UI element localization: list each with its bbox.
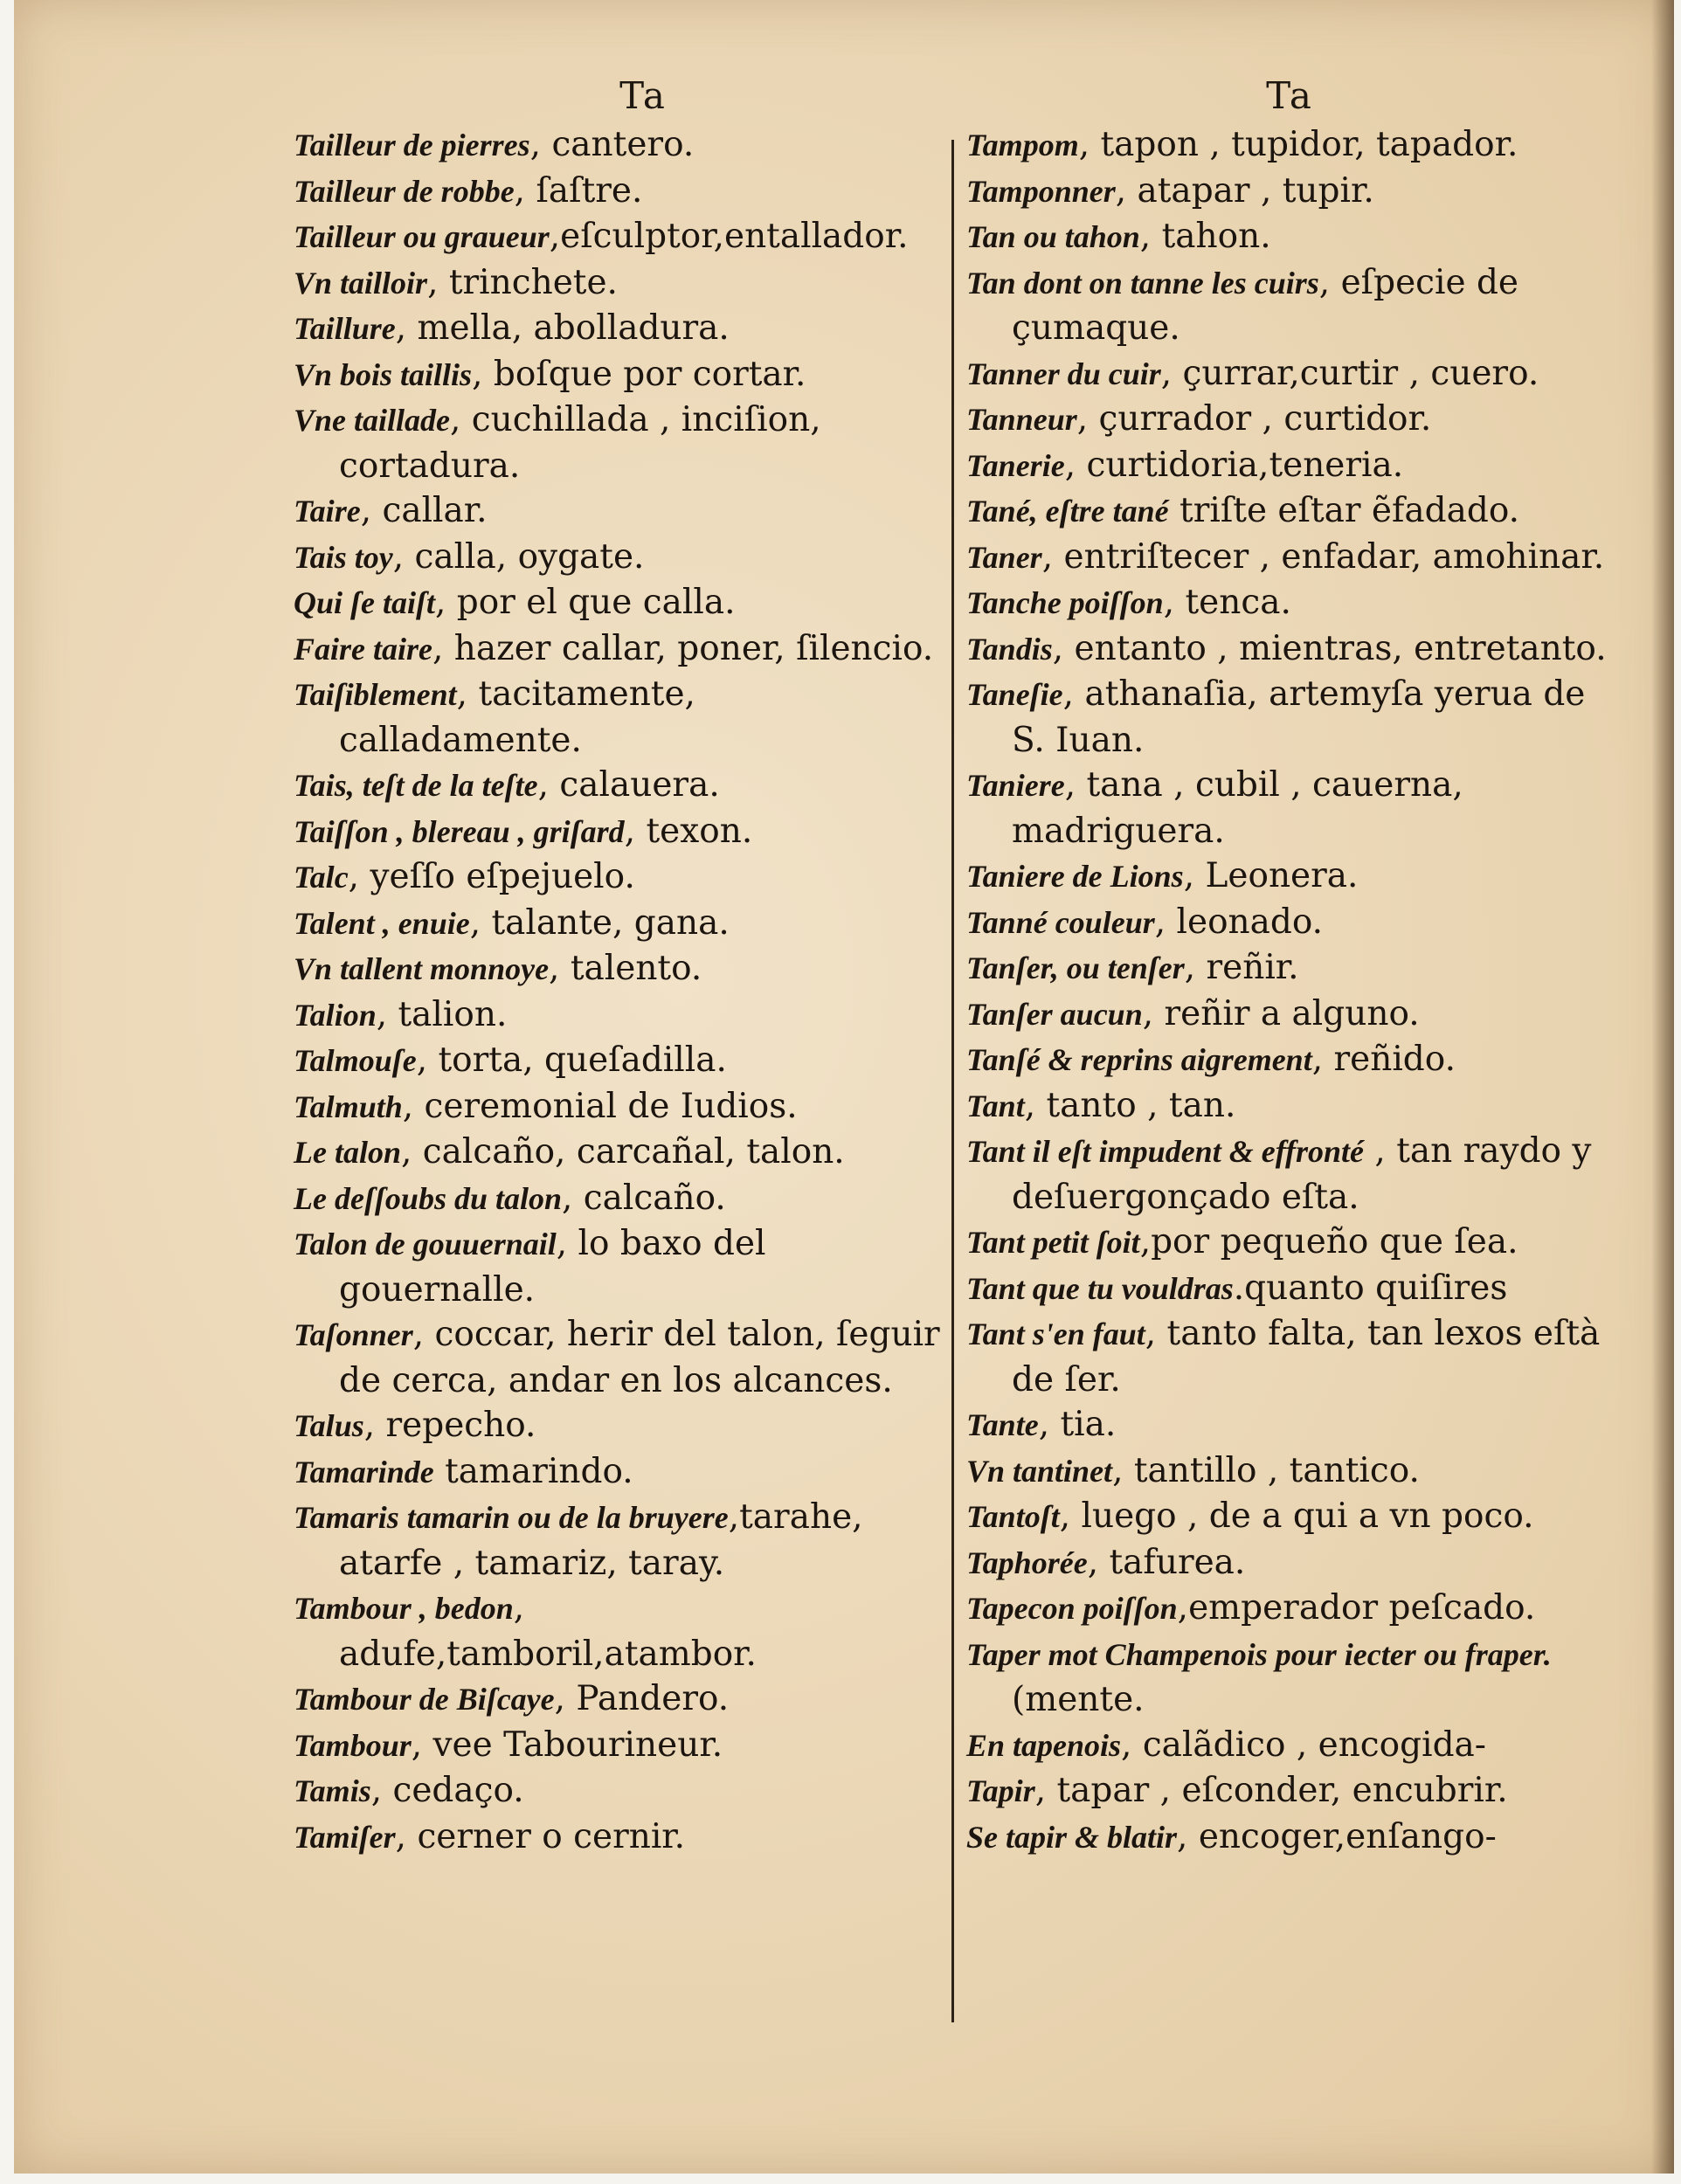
- entry-definition: , calcaño, carcañal, talon.: [401, 1132, 845, 1171]
- dictionary-entry: [966, 1448, 1613, 1495]
- dictionary-entry: [294, 1814, 940, 1861]
- entry-definition: , calauera.: [537, 765, 720, 805]
- entry-headword: Tapir: [966, 1773, 1035, 1808]
- entry-headword: Tampom: [966, 128, 1079, 162]
- entry-headword: Taillure: [294, 311, 396, 346]
- entry-definition: , calãdico , encogida-: [1121, 1724, 1486, 1765]
- entry-headword: Qui ſe taiſt: [294, 585, 435, 620]
- left-column: [294, 70, 940, 1860]
- entry-definition: , yeſſo eſpejuelo.: [348, 857, 635, 896]
- entry-headword: Talmuth: [294, 1089, 403, 1124]
- dictionary-entry: [294, 397, 940, 488]
- entry-headword: Taire: [294, 494, 361, 529]
- dictionary-entry: [966, 1540, 1613, 1586]
- entry-definition: .quanto quiſires: [1233, 1268, 1508, 1308]
- entry-headword: Tamponner: [966, 173, 1116, 209]
- dictionary-entry: [966, 1586, 1613, 1632]
- entry-headword: Vn tantinet: [966, 1453, 1113, 1489]
- dictionary-entry: [294, 626, 940, 673]
- entry-definition: ,eſculptor,entallador.: [549, 217, 909, 256]
- dictionary-entry: [294, 672, 940, 763]
- entry-headword: Tanner du cuir: [966, 356, 1161, 391]
- entry-headword: Tamis: [294, 1773, 371, 1808]
- entry-definition: , entriſtecer , enfadar, amohinar.: [1041, 536, 1605, 577]
- entry-headword: Tanche poiſſon: [966, 585, 1164, 620]
- entry-headword: Tamarinde: [294, 1454, 434, 1489]
- entry-definition: , tanto , tan.: [1024, 1085, 1236, 1125]
- entry-definition: , calla, oygate.: [392, 536, 645, 577]
- entry-definition: , ſaſtre.: [514, 170, 643, 211]
- dictionary-entry: [966, 580, 1613, 626]
- dictionary-entry: [966, 260, 1613, 351]
- entry-headword: Tané, eſtre tané: [966, 494, 1169, 529]
- entry-headword: Tant petit ſoit: [966, 1225, 1140, 1260]
- entry-headword: Tambour: [294, 1727, 412, 1763]
- dictionary-entry: [966, 900, 1613, 946]
- entry-definition: (mente.: [1012, 1680, 1145, 1719]
- dictionary-entry: [966, 1266, 1613, 1312]
- dictionary-entry: [966, 1083, 1613, 1130]
- entry-definition: , talante, gana.: [469, 902, 730, 943]
- entry-definition: , lo baxo del gouernalle.: [339, 1224, 766, 1310]
- entry-definition: , reñir a alguno.: [1142, 993, 1420, 1033]
- dictionary-entry: [966, 1768, 1613, 1814]
- dictionary-entry: [966, 122, 1613, 169]
- entry-definition: , Leonera.: [1183, 856, 1359, 895]
- entry-definition: , luego , de a qui a vn poco.: [1059, 1496, 1534, 1536]
- entry-definition: , por el que calla.: [434, 583, 736, 622]
- dictionary-entry: [294, 1403, 940, 1449]
- dictionary-entry: [966, 1632, 1613, 1723]
- dictionary-entry: [294, 306, 940, 352]
- dictionary-entry: [294, 1495, 940, 1586]
- entry-headword: Le talon: [294, 1135, 401, 1170]
- entry-headword: Vn tallent monnoye: [294, 951, 550, 986]
- entry-headword: Talent , enuie: [294, 905, 470, 941]
- dictionary-entry: [966, 214, 1613, 260]
- entry-definition: , boſque por cortar.: [472, 354, 806, 394]
- entry-definition: , athanaſia, artemyſa yerua de S. Iuan.: [1012, 674, 1586, 760]
- entry-definition: ,emperador peſcado.: [1177, 1588, 1536, 1628]
- right-column: [966, 70, 1613, 1860]
- entry-headword: Tanſer, ou tenſer: [966, 950, 1185, 985]
- entry-definition: , entanto , mientras, entretanto.: [1052, 628, 1607, 668]
- entry-definition: triſte eſtar ẽfadado.: [1168, 491, 1520, 530]
- dictionary-entry: [294, 1312, 940, 1403]
- entry-headword: Talon de gouuernail: [294, 1227, 557, 1261]
- dictionary-entry: [294, 352, 940, 398]
- entry-definition: , mella, abolladura.: [395, 308, 730, 348]
- dictionary-entry: [966, 1402, 1613, 1448]
- entry-headword: Vn tailloir: [294, 265, 428, 301]
- entry-definition: , eſpecie de çumaque.: [1012, 262, 1518, 348]
- entry-headword: Tambour , bedon: [294, 1591, 514, 1626]
- entry-headword: Faire taire: [294, 631, 432, 667]
- entry-definition: , coccar, herir del talon, ſeguir de cerca, andar en los alcances.: [339, 1315, 940, 1400]
- entry-headword: Taphorée: [966, 1545, 1088, 1580]
- dictionary-entry: [966, 1494, 1613, 1540]
- entry-headword: Tais toy: [294, 539, 393, 575]
- dictionary-entry: [966, 1814, 1613, 1861]
- dictionary-entry: [966, 1037, 1613, 1083]
- entry-headword: Tante: [966, 1407, 1039, 1442]
- dictionary-entry: [294, 214, 940, 260]
- entry-definition: , encoger,enſango-: [1177, 1816, 1497, 1856]
- dictionary-entry: [294, 1084, 940, 1130]
- entry-definition: , cerner o cernir.: [395, 1816, 686, 1856]
- entry-headword: Tailleur de pierres: [294, 128, 530, 162]
- entry-definition: , talento.: [549, 949, 702, 988]
- entry-headword: Le deſſoubs du talon: [294, 1180, 563, 1216]
- entry-headword: Tant: [966, 1088, 1025, 1123]
- entry-definition: , torta, queſadilla.: [416, 1040, 727, 1080]
- dictionary-entry: [294, 1130, 940, 1176]
- dictionary-entry: [294, 169, 940, 215]
- entry-definition: , calcaño.: [562, 1178, 726, 1218]
- entry-headword: Talus: [294, 1408, 364, 1443]
- entry-definition: , tanto falta, tan lexos eſtà de ſer.: [1012, 1314, 1601, 1400]
- dictionary-entry: [966, 1129, 1613, 1220]
- entry-headword: Tanné couleur: [966, 904, 1155, 940]
- dictionary-entry: [966, 854, 1613, 900]
- entry-definition: , cuchillada , inciſion, cortadura.: [339, 400, 821, 486]
- dictionary-entry: [294, 1449, 940, 1496]
- right-running-head: Ta: [1266, 74, 1313, 117]
- entry-definition: , callar.: [360, 491, 488, 530]
- entry-headword: Tanſé & reprins aigrement: [966, 1042, 1312, 1077]
- entry-definition: ,tarahe, atarfe , tamariz, taray.: [339, 1497, 863, 1583]
- entry-headword: En tapenois: [966, 1727, 1122, 1763]
- entry-headword: Talmouſe: [294, 1043, 417, 1078]
- entry-headword: Vne taillade: [294, 403, 450, 438]
- entry-headword: Vn bois taillis: [294, 356, 473, 392]
- entry-headword: Tan dont on tanne les cuirs: [966, 265, 1319, 301]
- dictionary-entry: [294, 1221, 940, 1312]
- dictionary-entry: [966, 763, 1613, 854]
- entry-definition: , tenca.: [1163, 583, 1291, 622]
- column-divider: [951, 140, 954, 2022]
- entry-headword: Tanneur: [966, 402, 1077, 437]
- dictionary-entry: [294, 901, 940, 947]
- entry-headword: Taiſſon , blereau , griſard: [294, 813, 625, 849]
- dictionary-entry: [966, 443, 1613, 489]
- entry-headword: Tapecon poiſſon: [966, 1591, 1178, 1626]
- dictionary-entry: [294, 1176, 940, 1222]
- entry-definition: , tapon , tupidor, tapador.: [1078, 125, 1518, 164]
- dictionary-entry: [294, 992, 940, 1039]
- entry-headword: Tan ou tahon: [966, 219, 1140, 254]
- entry-definition: , repecho.: [363, 1406, 536, 1445]
- dictionary-entry: [294, 488, 940, 535]
- entry-headword: Tailleur de robbe: [294, 173, 515, 209]
- entry-definition: , çurrar,curtir , cuero.: [1160, 353, 1539, 393]
- entry-definition: , talion.: [376, 994, 508, 1034]
- entry-definition: , reñir.: [1184, 948, 1299, 987]
- entry-headword: Tant que tu vouldras: [966, 1270, 1234, 1306]
- entry-definition: , tafurea.: [1087, 1542, 1246, 1582]
- dictionary-entry: [294, 535, 940, 581]
- entry-headword: Taſonner: [294, 1317, 413, 1352]
- entry-definition: , trinchete.: [427, 262, 618, 302]
- entry-definition: ,por pequeño que ſea.: [1139, 1222, 1518, 1261]
- dictionary-entry: [294, 946, 940, 992]
- entry-definition: , leonado.: [1154, 902, 1324, 942]
- dictionary-entry: [966, 1723, 1613, 1769]
- entry-definition: , adufe,tamboril,atambor.: [339, 1588, 757, 1674]
- entry-definition: , vee Tabourineur.: [411, 1724, 723, 1765]
- entry-definition: , çurrador , curtidor.: [1076, 399, 1432, 439]
- entry-headword: Taneſie: [966, 677, 1063, 712]
- dictionary-entry: [966, 626, 1613, 673]
- dictionary-entry: [294, 763, 940, 809]
- dictionary-entry: [294, 1038, 940, 1084]
- right-entry-list: [966, 122, 1613, 1860]
- dictionary-entry: [966, 945, 1613, 992]
- entry-definition: , tantillo , tantico.: [1112, 1450, 1420, 1490]
- entry-headword: Se tapir & blatir: [966, 1819, 1178, 1855]
- dictionary-entry: [294, 1676, 940, 1723]
- entry-definition: , tahon.: [1139, 217, 1271, 256]
- dictionary-entry: [294, 1723, 940, 1769]
- entry-definition: , tana , cubil , cauerna, madriguera.: [1012, 765, 1463, 851]
- entry-headword: Tais, teſt de la teſte: [294, 768, 538, 803]
- entry-definition: , hazer callar, poner, ſilencio.: [432, 628, 934, 668]
- left-entry-list: [294, 122, 940, 1860]
- dictionary-entry: [294, 580, 940, 626]
- entry-definition: , atapar , tupir.: [1115, 170, 1374, 211]
- entry-headword: Talion: [294, 997, 377, 1033]
- dictionary-entry: [966, 535, 1613, 581]
- entry-definition: , tapar , eſconder, encubrir.: [1034, 1771, 1508, 1810]
- entry-definition: , ceremonial de Iudios.: [402, 1086, 798, 1126]
- left-running-head: Ta: [619, 74, 667, 117]
- entry-headword: Tanerie: [966, 447, 1065, 483]
- entry-headword: Taniere: [966, 768, 1065, 803]
- entry-definition: , tia.: [1038, 1405, 1117, 1444]
- entry-headword: Taner: [966, 539, 1042, 575]
- entry-headword: Taniere de Lions: [966, 859, 1184, 894]
- dictionary-entry: [966, 397, 1613, 443]
- entry-headword: Tanſer aucun: [966, 996, 1143, 1032]
- entry-headword: Tamiſer: [294, 1819, 396, 1855]
- entry-definition: , curtidoria,teneria.: [1064, 445, 1404, 485]
- entry-definition: , tan raydo y deſuergonçado eſta.: [1012, 1131, 1592, 1217]
- entry-definition: , cantero.: [529, 125, 695, 164]
- entry-headword: Tantoſt: [966, 1499, 1060, 1534]
- entry-headword: Tailleur ou graueur: [294, 219, 550, 254]
- dictionary-entry: [294, 122, 940, 169]
- book-page: [14, 0, 1674, 2174]
- dictionary-entry: [966, 992, 1613, 1038]
- page-spine-shadow: [1651, 0, 1674, 2174]
- dictionary-entry: [966, 169, 1613, 215]
- entry-headword: Tant s'en faut: [966, 1317, 1145, 1351]
- dictionary-entry: [966, 1220, 1613, 1266]
- dictionary-entry: [294, 854, 940, 901]
- entry-headword: Tant il eſt impudent & effronté: [966, 1134, 1365, 1169]
- entry-headword: Talc: [294, 860, 349, 895]
- entry-headword: Taiſiblement: [294, 677, 457, 712]
- entry-headword: Tambour de Biſcaye: [294, 1682, 555, 1717]
- entry-definition: , reñido.: [1311, 1040, 1456, 1079]
- entry-definition: , cedaço.: [370, 1771, 524, 1810]
- dictionary-entry: [966, 351, 1613, 397]
- dictionary-entry: [966, 488, 1613, 535]
- entry-definition: , texon.: [624, 811, 753, 851]
- dictionary-entry: [294, 1768, 940, 1814]
- entry-definition: , tacitamente, calladamente.: [339, 674, 695, 760]
- dictionary-entry: [966, 1311, 1613, 1402]
- entry-headword: Tandis: [966, 631, 1053, 667]
- entry-headword: Taper mot Champenois pour iecter ou fraper.: [966, 1636, 1552, 1672]
- dictionary-entry: [294, 1586, 940, 1676]
- entry-definition: tamarindo.: [433, 1451, 633, 1491]
- entry-headword: Tamaris tamarin ou de la bruyere: [294, 1500, 729, 1535]
- dictionary-entry: [294, 809, 940, 855]
- dictionary-entry: [966, 672, 1613, 763]
- dictionary-entry: [294, 260, 940, 307]
- entry-definition: , Pandero.: [554, 1679, 730, 1718]
